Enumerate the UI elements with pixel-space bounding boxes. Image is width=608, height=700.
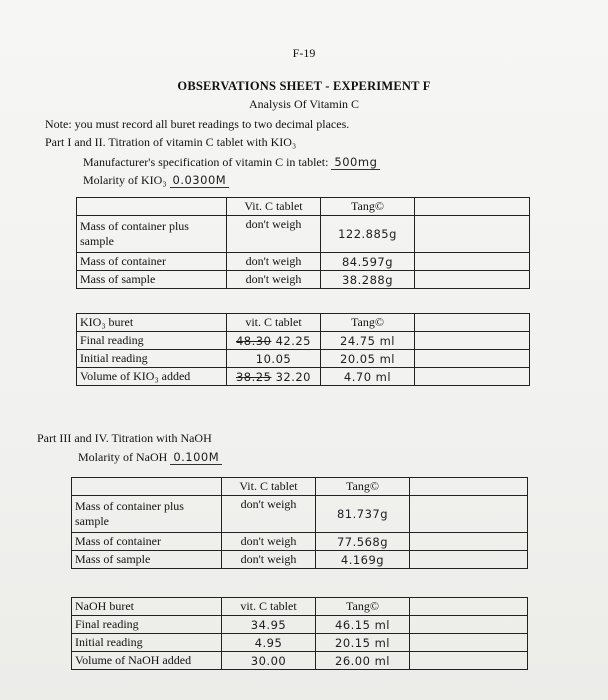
table-row: [77, 332, 530, 350]
table-kio3-buret: [76, 313, 530, 386]
tang-cell: 26.00 ml: [316, 652, 410, 670]
vitc-cell: don't weigh: [227, 253, 321, 271]
vitc-cell: 4.95: [222, 634, 316, 652]
row-label: Initial reading: [72, 634, 222, 652]
row-label: Mass of container plus sample: [77, 216, 227, 253]
table-row: [72, 616, 528, 634]
col-header-tang: Tang©: [321, 198, 415, 216]
table-row: [72, 533, 528, 551]
table-naoh-mass: [71, 477, 528, 569]
vitc-cell: [227, 332, 321, 350]
row-label: Final reading: [77, 332, 227, 350]
corrected-value: 42.25: [275, 333, 312, 348]
row-label: Mass of container: [77, 253, 227, 271]
col-header-tang: Tang©: [316, 598, 410, 616]
tang-cell: 77.568g: [316, 533, 410, 551]
table-header-row: [72, 598, 528, 616]
naoh-molarity-label: Molarity of NaOH: [78, 450, 168, 464]
table-vitc-kio3-mass: [76, 197, 530, 289]
row-label: Initial reading: [77, 350, 227, 368]
vitc-cell: [227, 368, 321, 386]
table-cell: [415, 368, 530, 386]
naoh-molarity-value: 0.100M: [170, 450, 222, 465]
col-header-tang: Tang©: [316, 478, 410, 496]
table-cell: [410, 551, 528, 569]
tang-cell: 38.288g: [321, 271, 415, 289]
col-header-vitc: vit. C tablet: [227, 314, 321, 332]
vitc-cell: 30.00: [222, 652, 316, 670]
tang-cell: 20.05 ml: [321, 350, 415, 368]
kio3-molarity-value: 0.0300M: [170, 173, 230, 188]
page-number: F-19: [292, 46, 316, 60]
struck-value: 48.30: [235, 333, 272, 348]
row-label: Mass of container: [72, 533, 222, 551]
table-header-row: [77, 314, 530, 332]
row-label: Final reading: [72, 616, 222, 634]
part1-heading: Part I and II. Titration of vitamin C tablet with KIO₃: [45, 135, 297, 149]
tang-cell: 84.597g: [321, 253, 415, 271]
tang-cell: 122.885g: [321, 216, 415, 253]
tang-cell: 20.15 ml: [316, 634, 410, 652]
page-subtitle: Analysis Of Vitamin C: [248, 97, 360, 111]
table-cell: [415, 198, 530, 216]
row-label: Mass of sample: [72, 551, 222, 569]
kio3-molarity-line: [83, 173, 229, 188]
table-cell: [410, 616, 528, 634]
col-header-vitc: Vit. C tablet: [222, 478, 316, 496]
row-label: Mass of container plus sample: [72, 496, 222, 533]
corrected-value: 32.20: [275, 369, 312, 384]
col-header-vitc: vit. C tablet: [222, 598, 316, 616]
vitc-cell: don't weigh: [222, 551, 316, 569]
table-cell: [415, 271, 530, 289]
table-cell: [415, 314, 530, 332]
instruction-note: Note: you must record all buret readings to two decimal places.: [45, 117, 350, 131]
vitc-cell: don't weigh: [227, 271, 321, 289]
vitc-cell: 34.95: [222, 616, 316, 634]
kio3-molarity-label: Molarity of KIO₃: [83, 173, 167, 187]
col-header-vitc: Vit. C tablet: [227, 198, 321, 216]
table-cell: [410, 652, 528, 670]
page-title: OBSERVATIONS SHEET - EXPERIMENT F: [177, 79, 431, 93]
table-row: [77, 216, 530, 253]
spec-line: [83, 155, 380, 170]
row-label: Mass of sample: [77, 271, 227, 289]
table-cell: [410, 598, 528, 616]
table-row: [72, 496, 528, 533]
table-cell: [72, 478, 222, 496]
vitc-cell: don't weigh: [227, 216, 321, 253]
table-cell: [77, 198, 227, 216]
table-row: [77, 253, 530, 271]
buret-header: KIO₃ buret: [77, 314, 227, 332]
struck-value: 38.25: [235, 369, 272, 384]
tang-cell: 81.737g: [316, 496, 410, 533]
tang-cell: 24.75 ml: [321, 332, 415, 350]
naoh-molarity-line: [78, 450, 222, 465]
col-header-tang: Tang©: [321, 314, 415, 332]
table-cell: [415, 332, 530, 350]
table-cell: [410, 496, 528, 533]
vitc-cell: don't weigh: [222, 533, 316, 551]
tang-cell: 46.15 ml: [316, 616, 410, 634]
table-naoh-buret: [71, 597, 528, 670]
table-row: [77, 271, 530, 289]
table-cell: [410, 533, 528, 551]
table-row: [72, 634, 528, 652]
table-row: [72, 551, 528, 569]
part3-heading: Part III and IV. Titration with NaOH: [37, 431, 212, 445]
table-cell: [415, 350, 530, 368]
spec-label: Manufacturer's specification of vitamin C in tablet:: [83, 155, 329, 169]
table-header-row: [77, 198, 530, 216]
table-row: [77, 350, 530, 368]
spec-value: 500mg: [331, 155, 380, 170]
buret-header: NaOH buret: [72, 598, 222, 616]
row-label: Volume of NaOH added: [72, 652, 222, 670]
tang-cell: 4.70 ml: [321, 368, 415, 386]
table-cell: [415, 216, 530, 253]
table-header-row: [72, 478, 528, 496]
table-row: [77, 368, 530, 386]
table-cell: [415, 253, 530, 271]
tang-cell: 4.169g: [316, 551, 410, 569]
row-label: Volume of KIO₃ added: [77, 368, 227, 386]
table-cell: [410, 634, 528, 652]
vitc-cell: don't weigh: [222, 496, 316, 533]
table-cell: [410, 478, 528, 496]
vitc-cell: 10.05: [227, 350, 321, 368]
table-row: [72, 652, 528, 670]
